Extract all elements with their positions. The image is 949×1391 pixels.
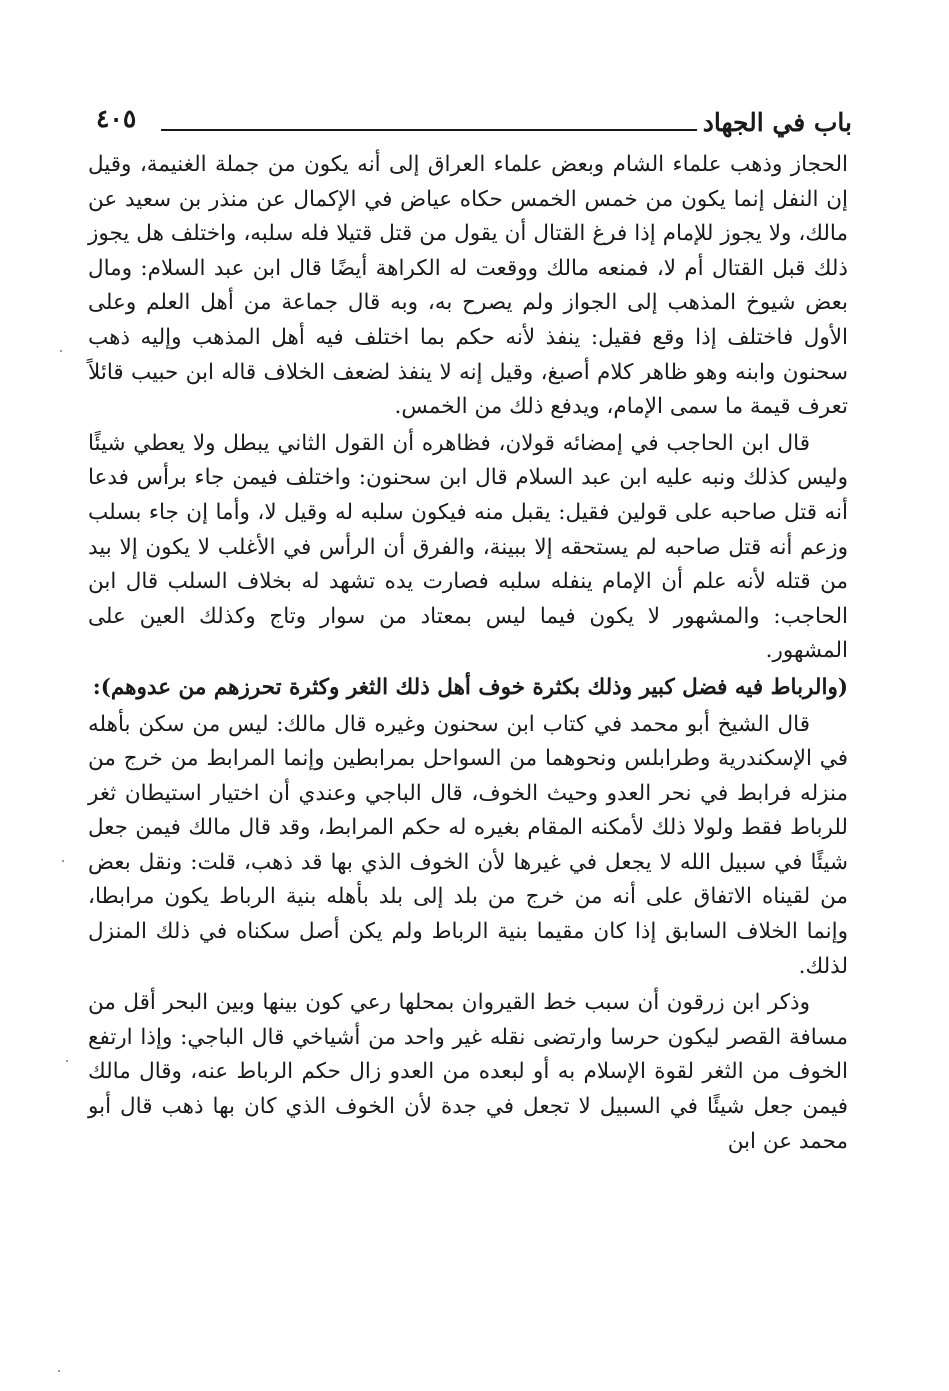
scan-speck	[66, 1060, 68, 1062]
quoted-matn-heading: (والرباط فيه فضل كبير وذلك بكثرة خوف أهل ذلك الثغر وكثرة تحرزهم من عدوهم):	[92, 674, 848, 700]
header-rule	[161, 129, 697, 131]
paragraph: وذكر ابن زرقون أن سبب خط القيروان بمحلها رعي كون بينها وبين البحر أقل من مسافة القصر ليكون حرسا وارتضى نقله غير واحد من أشياخي قال الباجي: وإذا ارتفع الخوف من الثغر لقوة الإسلام به أو لبعده من العدو زال حكم الرباط عنه، وقال مالك فيمن جعل شيئًا في السبيل لا تجعل في جدة لأن الخوف الذي كان بها ذهب قال أبو محمد عن ابن	[88, 990, 849, 1154]
paragraph: قال ابن الحاجب في إمضائه قولان، فظاهره أن القول الثاني يبطل ولا يعطي شيئًا وليس كذلك ونبه عليه ابن عبد السلام قال ابن سحنون: واختلف فيمن جاء برأس فدعا أنه قتل صاحبه على قولين فقيل: يقبل منه فيكون سلبه له وقيل لا، وأما إن جاء بسلب وزعم أنه قتل صاحبه لم يستحقه إلا ببينة، والفرق أن الرأس في الأغلب لا يكون إلا بيد من قتله لأنه علم أن الإمام ينفله سلبه فصارت يده تشهد له بخلاف السلب قال ابن الحاجب: والمشهور لا يكون فيما ليس بمعتاد من سوار وتاج وكذلك العين على المشهور.	[88, 430, 848, 664]
chapter-title: باب في الجهاد	[702, 108, 852, 137]
scan-speck	[62, 860, 64, 862]
scan-speck	[58, 1370, 60, 1372]
paragraph-continuation: الحجاز وذهب علماء الشام وبعض علماء العراق إلى أنه يكون من جملة الغنيمة، وقيل إن النفل إنما يكون من خمس الخمس حكاه عياض في الإكمال عن منذر بن سعيد عن مالك، ولا يجوز للإمام إذا فرغ القتال أن يقول من قتل قتيلا فله سلبه، واختلف هل يجوز ذلك قبل القتال أم لا، فمنعه مالك ووقعت له الكراهة أيضًا قال ابن عبد السلام: ومال بعض شيوخ المذهب إلى الجواز ولم يصرح به، وبه قال جماعة من أهل العلم وعلى الأول فاختلف إذا وقع فقيل: ينفذ لأنه حكم بما اختلف فيه أهل المذهب وإليه ذهب سحنون وابنه وهو ظاهر كلام أصبغ، وقيل إنه لا ينفذ لضعف الخلاف قاله ابن حبيب قائلاً تعرف قيمة ما سمى الإمام، ويدفع ذلك من الخمس.	[88, 152, 848, 420]
body-text	[88, 148, 848, 1159]
paragraph: قال الشيخ أبو محمد في كتاب ابن سحنون وغيره قال مالك: ليس من سكن بأهله في الإسكندرية وطرابلس ونحوهما من السواحل بمرابطين وإنما المرابط من خرج من منزله فرابط في نحر العدو وحيث الخوف، قال الباجي وعندي أن اختيار استيطان ثغر للرباط فقط ولولا ذلك لأمكنه المقام بغيره له حكم المرابط، وقد قال مالك فيمن جعل شيئًا في سبيل الله لا يجعل في غيرها لأن الخوف الذي بها قد ذهب، قلت: ونقل بعض من لقيناه الاتفاق على أنه من خرج من بلد إلى بلد بأهله بنية الرباط يكون مرابطا، وإنما الخلاف السابق إذا كان مقيما بنية الرباط ولم يكن أصل سكناه في ذلك المنزل لذلك.	[88, 711, 848, 979]
page-number: ٤٠٥	[96, 104, 137, 133]
scan-speck	[60, 350, 62, 352]
page-header	[86, 104, 852, 140]
